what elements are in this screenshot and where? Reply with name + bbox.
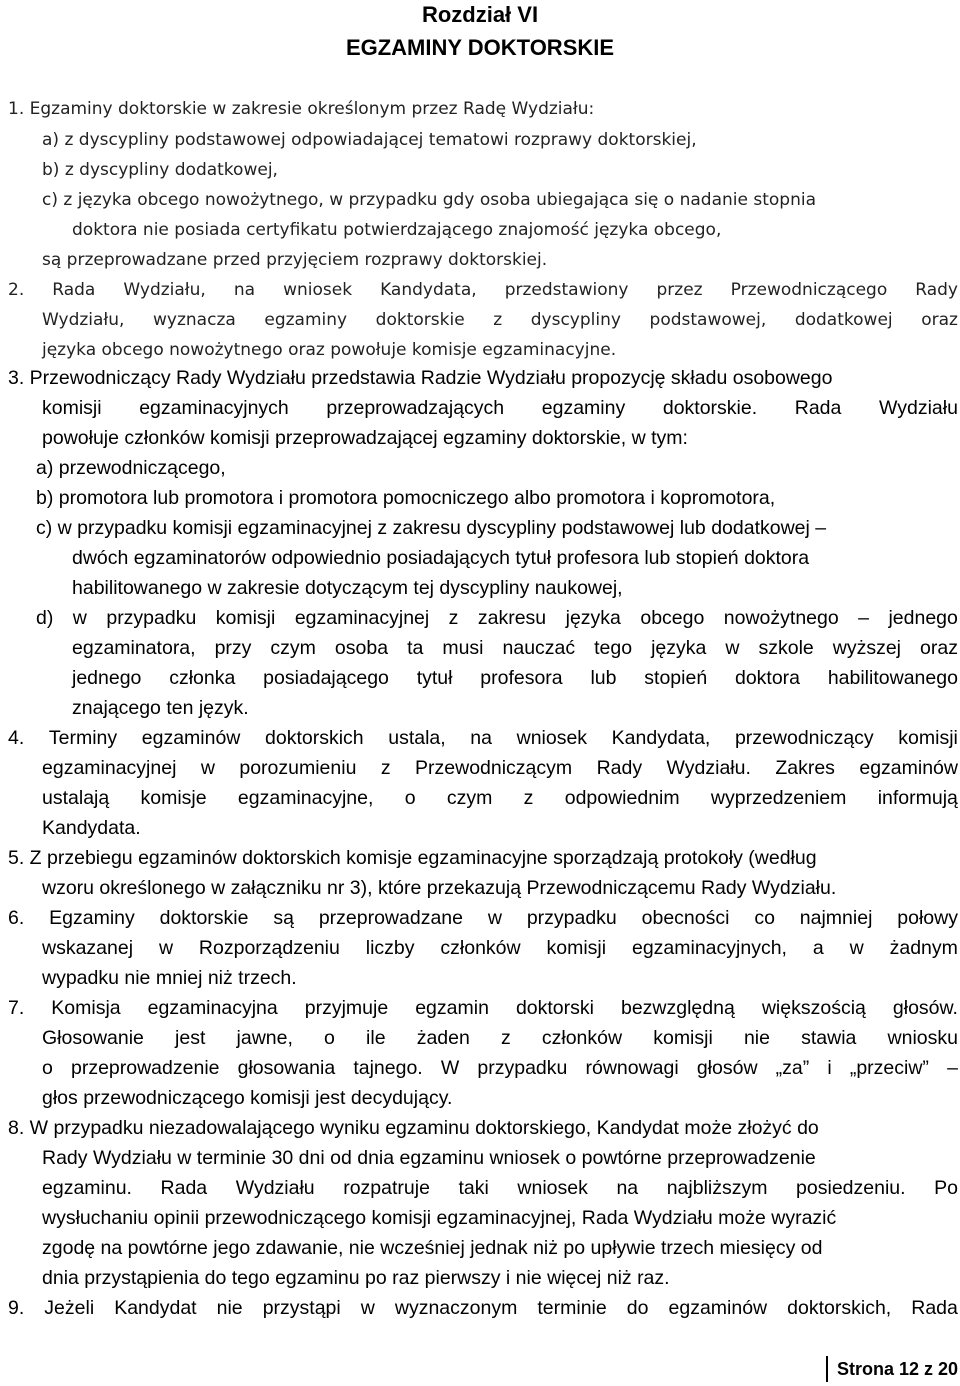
word: do — [626, 1297, 649, 1319]
word: doktorskie — [159, 907, 249, 929]
word: doktorskich, — [787, 1297, 892, 1319]
word: egzaminy — [541, 397, 626, 419]
text-line — [8, 903, 958, 933]
word: w — [487, 907, 502, 929]
page-number: Strona 12 z 20 — [826, 1356, 960, 1382]
word: w — [360, 1297, 375, 1319]
word: dodatkowej — [794, 310, 893, 330]
word: są — [273, 907, 294, 929]
word: a — [812, 937, 824, 959]
text-line: 5. Z przebiegu egzaminów doktorskich komisje egzaminacyjne sporządzają protokoły (według — [8, 847, 817, 869]
word: wskazanej — [42, 937, 134, 959]
word: doktorskie. — [662, 397, 758, 419]
word: informują — [877, 787, 958, 809]
word: stopień — [644, 667, 708, 689]
word: 9. — [8, 1297, 25, 1319]
word: z — [380, 757, 391, 779]
word: dyscypliny — [530, 310, 621, 330]
word: Jeżeli — [44, 1297, 95, 1319]
text-line — [42, 1173, 958, 1203]
word: egzaminacyjnej — [42, 757, 177, 779]
word: doktora — [734, 667, 801, 689]
word: lub — [590, 667, 617, 689]
word: języka — [565, 607, 621, 629]
word: odpowiednim — [564, 787, 680, 809]
text-line: dwóch egzaminatorów odpowiednio posiadających tytuł profesora lub stopień doktora — [72, 547, 810, 569]
text-line — [42, 933, 958, 963]
word: podstawowej, — [649, 310, 767, 330]
text-line: głos przewodniczącego komisji jest decydujący. — [42, 1087, 453, 1109]
word: Komisja — [51, 997, 121, 1019]
word: egzaminatora, — [72, 637, 196, 659]
word: w — [725, 637, 740, 659]
text-line: Kandydata. — [42, 817, 141, 839]
word: Rady — [596, 757, 643, 779]
word: Przewodniczącym — [415, 757, 573, 779]
word: tajnego. — [353, 1057, 423, 1079]
word: Po — [934, 1177, 958, 1199]
word: doktorskie — [375, 310, 465, 330]
word: komisji — [546, 937, 607, 959]
word: głosowania — [237, 1057, 336, 1079]
word: egzaminacyjnej — [294, 607, 430, 629]
text-line: języka obcego nowożytnego oraz powołuje komisje egzaminacyjne. — [42, 340, 617, 360]
word: jednego — [888, 607, 958, 629]
word: wniosek — [283, 280, 353, 300]
word: przyjmuje — [304, 997, 389, 1019]
text-line — [42, 1053, 958, 1083]
word: co — [754, 907, 775, 929]
word: liczby — [365, 937, 415, 959]
word: przewodniczący — [734, 727, 874, 749]
word: członków — [541, 1027, 623, 1049]
text-line: c) w przypadku komisji egzaminacyjnej z zakresu dyscypliny podstawowej lub dodatkowej – — [36, 517, 827, 539]
word: o — [324, 1027, 335, 1049]
word: egzaminów — [859, 757, 958, 779]
word: przeprowadzane — [318, 907, 463, 929]
word: większością — [761, 997, 866, 1019]
text-line: habilitowanego w zakresie dotyczącym tej dyscypliny naukowej, — [72, 577, 623, 599]
text-line: powołuje członków komisji przeprowadzającej egzaminy doktorskie, w tym: — [42, 427, 688, 449]
text-line — [42, 783, 958, 813]
word: bezwzględną — [620, 997, 735, 1019]
word: posiadającego — [263, 667, 389, 689]
text-line: 1. Egzaminy doktorskie w zakresie określonym przez Radę Wydziału: — [8, 99, 595, 119]
word: równowagi — [585, 1057, 679, 1079]
word: doktorskich — [265, 727, 364, 749]
word: wniosek — [517, 1177, 588, 1199]
text-line: c) z języka obcego nowożytnego, w przypadku gdy osoba ubiegająca się o nadanie stopnia — [42, 190, 816, 210]
word: przy — [214, 637, 252, 659]
word: przeprowadzenie — [70, 1057, 220, 1079]
text-line: 3. Przewodniczący Rady Wydziału przedstawia Radzie Wydziału propozycję składu osobowego — [8, 367, 833, 389]
word: taki — [458, 1177, 489, 1199]
word: w — [158, 937, 174, 959]
word: na — [470, 727, 492, 749]
text-line — [36, 603, 958, 633]
word: tego — [594, 637, 633, 659]
word: oraz — [920, 637, 958, 659]
word: wyprzedzeniem — [710, 787, 847, 809]
word: Wydziału. — [666, 757, 751, 779]
word: egzaminacyjne, — [237, 787, 374, 809]
word: ta — [407, 637, 424, 659]
text-line — [8, 1293, 958, 1323]
word: porozumieniu — [239, 757, 357, 779]
word: egzaminów — [141, 727, 241, 749]
word: wyznacza — [153, 310, 236, 330]
word: nowożytnego — [723, 607, 839, 629]
text-line: są przeprowadzane przed przyjęciem rozprawy doktorskiej. — [42, 250, 548, 270]
word: W — [440, 1057, 460, 1079]
word: tytuł — [416, 667, 453, 689]
word: doktorski — [515, 997, 594, 1019]
word: z — [448, 607, 459, 629]
word: wniosku — [887, 1027, 958, 1049]
word: członka — [169, 667, 236, 689]
word: żadnym — [889, 937, 958, 959]
text-line: b) promotora lub promotora i promotora pomocniczego albo promotora i kopromotora, — [36, 487, 776, 509]
word: ustalają — [42, 787, 110, 809]
word: Wydziału — [235, 1177, 315, 1199]
word: czym — [446, 787, 493, 809]
chapter-title: Rozdział VI — [421, 2, 539, 27]
text-line: a) przewodniczącego, — [36, 457, 226, 479]
word: posiedzeniu. — [796, 1177, 906, 1199]
word: obecności — [641, 907, 730, 929]
word: Wydziału, — [42, 310, 125, 330]
word: Wydziału, — [123, 280, 206, 300]
word: jawne, — [236, 1027, 293, 1049]
word: najmniej — [799, 907, 873, 929]
text-line — [8, 723, 958, 753]
word: stawia — [801, 1027, 857, 1049]
word: przypadku — [477, 1057, 568, 1079]
word: o — [404, 787, 416, 809]
text-line: wzoru określonego w załączniku nr 3), które przekazują Przewodniczącemu Rady Wydziału. — [42, 877, 837, 899]
word: Kandydata, — [611, 727, 711, 749]
word: w — [200, 757, 215, 779]
word: egzamin — [415, 997, 489, 1019]
word: przedstawiony — [504, 280, 629, 300]
text-line — [42, 1023, 958, 1053]
word: Kandydat — [114, 1297, 197, 1319]
word: 7. — [8, 997, 25, 1019]
text-line — [42, 753, 958, 783]
word: Zakres — [775, 757, 835, 779]
word: egzaminacyjna — [147, 997, 278, 1019]
text-line — [8, 993, 958, 1023]
word: nie — [743, 1027, 770, 1049]
word: – — [858, 607, 870, 629]
word: obcego — [640, 607, 705, 629]
word: na — [233, 280, 256, 300]
text-line — [72, 663, 958, 693]
word: Głosowanie — [42, 1027, 144, 1049]
word: przypadku — [526, 907, 617, 929]
word: Rada — [911, 1297, 958, 1319]
word: Rada — [52, 280, 96, 300]
word: głosów. — [892, 997, 958, 1019]
word: o — [42, 1057, 53, 1079]
word: komisji — [42, 397, 102, 419]
word: przystąpi — [262, 1297, 341, 1319]
word: egzaminacyjnych — [139, 397, 289, 419]
word: „przeciw” — [849, 1057, 929, 1079]
word: profesora — [480, 667, 563, 689]
word: komisji — [653, 1027, 713, 1049]
word: egzaminy — [264, 310, 348, 330]
word: z — [523, 787, 534, 809]
word: – — [947, 1057, 958, 1079]
word: jest — [175, 1027, 206, 1049]
word: głosów — [696, 1057, 758, 1079]
text-line: a) z dyscypliny podstawowej odpowiadającej tematowi rozprawy doktorskiej, — [42, 130, 697, 150]
word: Egzaminy — [49, 907, 135, 929]
word: osoba — [334, 637, 389, 659]
word: ile — [366, 1027, 386, 1049]
word: języka — [651, 637, 707, 659]
word: oraz — [921, 310, 958, 330]
word: Kandydata, — [380, 280, 477, 300]
word: musi — [442, 637, 484, 659]
text-line: doktora nie posiada certyfikatu potwierdzającego znajomość języka obcego, — [72, 220, 722, 240]
text-line: dnia przystąpienia do tego egzaminu po raz pierwszy i nie więcej niż raz. — [42, 1267, 670, 1289]
word: 6. — [8, 907, 25, 929]
text-line: Rady Wydziału w terminie 30 dni od dnia egzaminu wniosek o powtórne przeprowadzenie — [42, 1147, 816, 1169]
word: d) — [36, 607, 54, 629]
word: czym — [270, 637, 316, 659]
word: najbliższym — [666, 1177, 768, 1199]
word: komisji — [898, 727, 958, 749]
word: przypadku — [106, 607, 197, 629]
word: w — [849, 937, 864, 959]
word: „za” — [775, 1057, 810, 1079]
word: żaden — [416, 1027, 470, 1049]
word: zakresu — [477, 607, 547, 629]
text-line — [42, 393, 958, 423]
word: 4. — [8, 727, 25, 749]
text-line — [42, 305, 958, 335]
word: Rozporządzeniu — [198, 937, 340, 959]
word: wyższej — [832, 637, 902, 659]
word: wniosek — [516, 727, 588, 749]
word: przeprowadzających — [326, 397, 505, 419]
text-line: b) z dyscypliny dodatkowej, — [42, 160, 278, 180]
word: szkole — [758, 637, 814, 659]
word: z — [500, 1027, 511, 1049]
text-line: wypadku nie mniej niż trzech. — [42, 967, 297, 989]
word: Rada — [794, 397, 842, 419]
word: przez — [656, 280, 703, 300]
word: komisje — [140, 787, 207, 809]
word: na — [616, 1177, 639, 1199]
word: nauczać — [502, 637, 576, 659]
word: habilitowanego — [827, 667, 958, 689]
word: wyznaczonym — [394, 1297, 518, 1319]
chapter-subtitle: EGZAMINY DOKTORSKIE — [345, 35, 615, 60]
word: 2. — [8, 280, 25, 300]
word: komisji — [215, 607, 276, 629]
word: jednego — [72, 667, 142, 689]
text-line: 8. W przypadku niezadowalającego wyniku egzaminu doktorskiego, Kandydat może złożyć do — [8, 1117, 819, 1139]
word: Rady — [915, 280, 958, 300]
text-line: wysłuchaniu opinii przewodniczącego komisji egzaminacyjnej, Rada Wydziału może wyrazić — [42, 1207, 837, 1229]
word: terminie — [537, 1297, 607, 1319]
word: ustala, — [388, 727, 446, 749]
word: Przewodniczącego — [730, 280, 888, 300]
word: połowy — [897, 907, 958, 929]
word: Rada — [160, 1177, 208, 1199]
word: z — [493, 310, 503, 330]
word: nie — [216, 1297, 243, 1319]
text-line: zgodę na powtórne jego zdawanie, nie wcześniej jednak niż po upływie trzech miesięcy od — [42, 1237, 823, 1259]
word: rozpatruje — [343, 1177, 430, 1199]
word: w — [72, 607, 87, 629]
word: i — [827, 1057, 832, 1079]
word: egzaminacyjnych, — [631, 937, 787, 959]
text-line — [8, 275, 958, 305]
word: członków — [440, 937, 521, 959]
text-line — [72, 633, 958, 663]
word: Terminy — [48, 727, 118, 749]
text-line: znającego ten język. — [72, 697, 249, 719]
word: Wydziału — [878, 397, 958, 419]
word: egzaminu. — [42, 1177, 132, 1199]
word: egzaminów — [668, 1297, 768, 1319]
